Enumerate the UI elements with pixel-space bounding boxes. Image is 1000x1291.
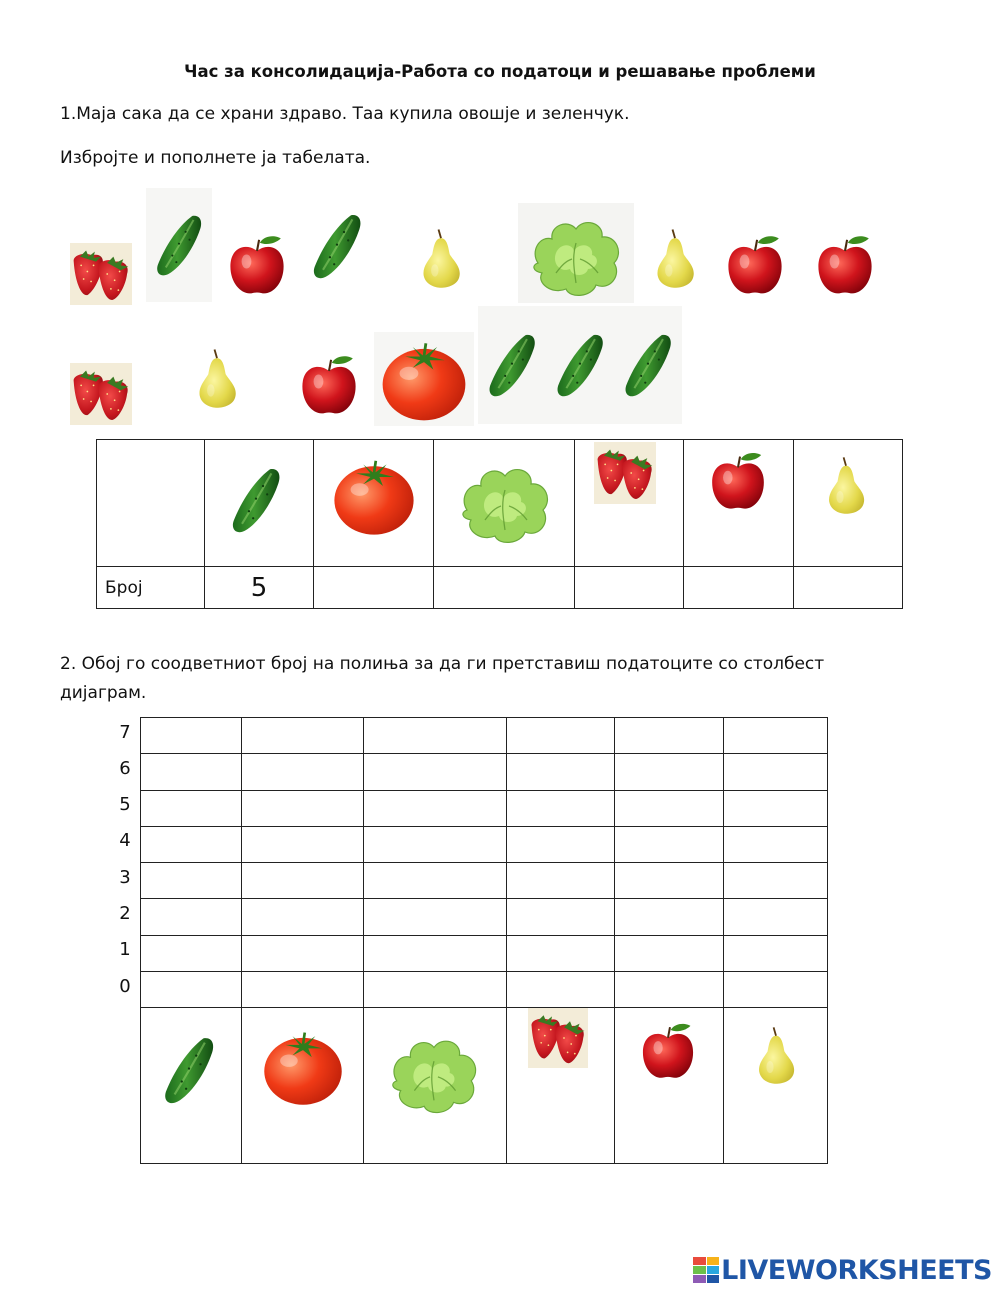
bar-cell-pear-5[interactable]: [724, 790, 828, 826]
task2-instruction: 2. Обој го соодветниот број на полиња за да ги претставиш податоците со столбест дијаграм.: [60, 654, 825, 703]
bar-cell-apple-3[interactable]: [615, 863, 724, 899]
bar-cell-tomato-0[interactable]: [242, 972, 364, 1008]
bar-cell-lettuce-0[interactable]: [364, 972, 507, 1008]
bar-cell-pear-4[interactable]: [724, 826, 828, 862]
bar-col-pear: [724, 1008, 828, 1164]
task1-intro: 1.Маја сака да се храни здраво. Таа купила овошје и зеленчук.: [60, 104, 630, 124]
bar-cell-lettuce-2[interactable]: [364, 899, 507, 935]
cucumber-image: [546, 306, 614, 424]
bar-col-lettuce: [364, 1008, 507, 1164]
task1-instruction: Избројте и пополнете ја табелата.: [60, 148, 371, 168]
pear-image: [186, 342, 248, 414]
bar-cell-tomato-2[interactable]: [242, 899, 364, 935]
bar-col-tomato: [242, 1008, 364, 1164]
count-table: [96, 439, 903, 609]
count-input-strawberry[interactable]: [575, 567, 684, 609]
strawberry-image: [58, 363, 144, 425]
bar-cell-apple-1[interactable]: [615, 935, 724, 971]
count-input-apple[interactable]: [684, 567, 794, 609]
bar-cell-pear-3[interactable]: [724, 863, 828, 899]
count-col-apple: [684, 440, 794, 567]
tomato-image: [374, 332, 474, 426]
bar-col-strawberry: [507, 1008, 615, 1164]
bar-cell-strawberry-0[interactable]: [507, 972, 615, 1008]
apple-image: [294, 350, 364, 420]
bar-cell-lettuce-1[interactable]: [364, 935, 507, 971]
liveworksheets-brand: LIVEWORKSHEETS: [721, 1254, 992, 1286]
bar-chart-grid: [140, 717, 828, 1164]
apple-image: [222, 230, 292, 300]
pear-image: [644, 222, 706, 294]
y-label: 4: [119, 830, 131, 851]
bar-cell-lettuce-4[interactable]: [364, 826, 507, 862]
bar-cell-strawberry-3[interactable]: [507, 863, 615, 899]
bar-cell-apple-7[interactable]: [615, 718, 724, 754]
cucumber-image: [478, 306, 546, 424]
y-label: 2: [119, 903, 131, 924]
bar-cell-strawberry-5[interactable]: [507, 790, 615, 826]
bar-cell-apple-5[interactable]: [615, 790, 724, 826]
worksheet-title: Час за консолидација-Работа со податоци и решавање проблеми: [184, 62, 816, 81]
y-label: 3: [119, 867, 131, 888]
cucumber-image: [302, 190, 372, 302]
bar-cell-tomato-6[interactable]: [242, 754, 364, 790]
count-col-pear: [794, 440, 903, 567]
bar-cell-apple-6[interactable]: [615, 754, 724, 790]
bar-cell-pear-2[interactable]: [724, 899, 828, 935]
strawberry-image: [58, 243, 144, 305]
bar-cell-apple-2[interactable]: [615, 899, 724, 935]
count-input-pear[interactable]: [794, 567, 903, 609]
bar-cell-cucumber-6[interactable]: [141, 754, 242, 790]
y-label: 0: [119, 976, 131, 997]
bar-cell-cucumber-3[interactable]: [141, 863, 242, 899]
y-label: 5: [119, 794, 131, 815]
bar-cell-lettuce-5[interactable]: [364, 790, 507, 826]
count-col-tomato: [314, 440, 434, 567]
bar-cell-pear-7[interactable]: [724, 718, 828, 754]
y-label: 1: [119, 939, 131, 960]
bar-cell-cucumber-0[interactable]: [141, 972, 242, 1008]
bar-cell-tomato-3[interactable]: [242, 863, 364, 899]
apple-image: [810, 230, 880, 300]
count-col-strawberry: [575, 440, 684, 567]
liveworksheets-icon: [693, 1257, 719, 1283]
bar-cell-pear-6[interactable]: [724, 754, 828, 790]
cucumber-image: [614, 306, 682, 424]
bar-cell-pear-0[interactable]: [724, 972, 828, 1008]
count-table-corner: [97, 440, 205, 567]
lettuce-image: [518, 203, 634, 303]
bar-cell-tomato-4[interactable]: [242, 826, 364, 862]
count-input-cucumber[interactable]: 5: [205, 567, 314, 609]
bar-cell-cucumber-2[interactable]: [141, 899, 242, 935]
bar-cell-tomato-1[interactable]: [242, 935, 364, 971]
cucumber-image: [146, 188, 212, 302]
count-input-lettuce[interactable]: [434, 567, 575, 609]
bar-cell-tomato-7[interactable]: [242, 718, 364, 754]
bar-col-cucumber: [141, 1008, 242, 1164]
bar-cell-strawberry-6[interactable]: [507, 754, 615, 790]
apple-image: [720, 230, 790, 300]
bar-cell-strawberry-4[interactable]: [507, 826, 615, 862]
bar-col-apple: [615, 1008, 724, 1164]
bar-cell-cucumber-4[interactable]: [141, 826, 242, 862]
pear-image: [410, 222, 472, 294]
bar-cell-strawberry-2[interactable]: [507, 899, 615, 935]
bar-cell-apple-4[interactable]: [615, 826, 724, 862]
bar-cell-tomato-5[interactable]: [242, 790, 364, 826]
bar-cell-strawberry-7[interactable]: [507, 718, 615, 754]
bar-cell-strawberry-1[interactable]: [507, 935, 615, 971]
bar-cell-lettuce-6[interactable]: [364, 754, 507, 790]
liveworksheets-logo: [693, 1252, 992, 1288]
count-input-tomato[interactable]: [314, 567, 434, 609]
bar-cell-lettuce-7[interactable]: [364, 718, 507, 754]
y-label: 6: [119, 758, 131, 779]
count-row-label: Број: [97, 567, 205, 609]
bar-cell-lettuce-3[interactable]: [364, 863, 507, 899]
bar-cell-cucumber-7[interactable]: [141, 718, 242, 754]
bar-cell-cucumber-5[interactable]: [141, 790, 242, 826]
bar-cell-pear-1[interactable]: [724, 935, 828, 971]
bar-cell-apple-0[interactable]: [615, 972, 724, 1008]
count-col-lettuce: [434, 440, 575, 567]
y-label: 7: [119, 722, 131, 743]
count-col-cucumber: [205, 440, 314, 567]
bar-cell-cucumber-1[interactable]: [141, 935, 242, 971]
